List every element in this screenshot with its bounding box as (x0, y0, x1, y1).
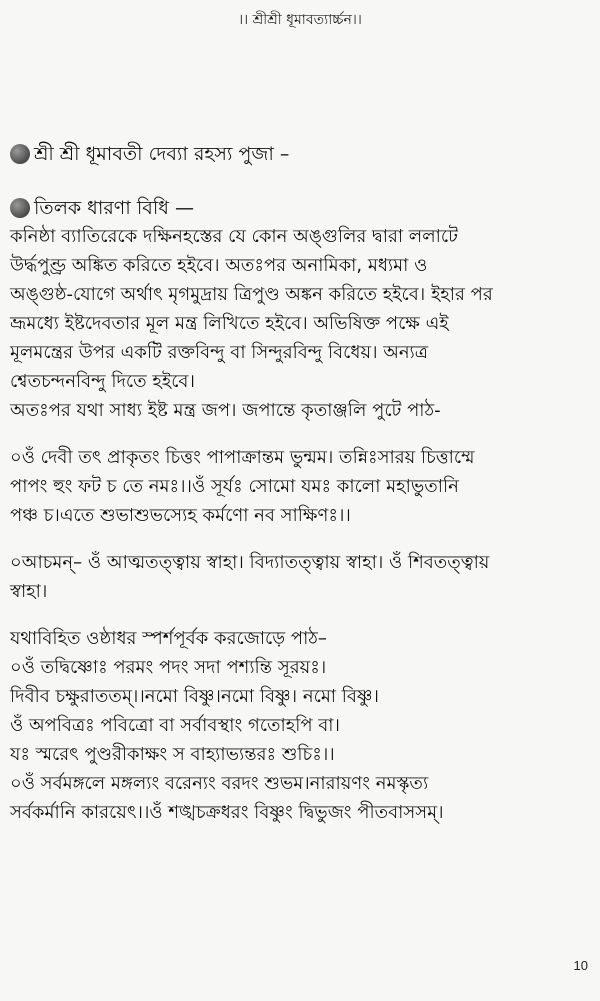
text-line: মূলমন্ত্রের উপর একটি রক্তবিন্দু বা সিন্দুরবিন্দু বিধেয়। অন্যত্র (10, 342, 429, 363)
path-paragraph (10, 624, 590, 827)
tilak-paragraph (10, 222, 590, 425)
section-heading-tilak-text: তিলক ধারণা বিধি — (34, 197, 194, 219)
text-line: ০ওঁ সর্বমঙ্গলে মঙ্গল্যং বরেন্যং বরদং শুভম।নারায়ণং নমস্কৃত্য (10, 773, 429, 794)
text-line: ০ওঁ দেবী তৎ প্রাকৃতং চিত্তং পাপাক্রান্তম ভুন্মম। তন্নিঃসারয় চিত্তাম্মে (10, 447, 475, 468)
bullet-circle-icon (10, 144, 30, 164)
text-line: অতঃপর যথা সাধ্য ইষ্ট মন্ত্র জপ। জপান্তে কৃতাঞ্জলি পুটে পাঠ- (10, 400, 441, 421)
text-line: স্বাহা। (10, 581, 48, 602)
section-heading-puja (10, 140, 590, 168)
achaman-paragraph (10, 548, 590, 606)
text-line: কনিষ্ঠা ব্যাতিরেকে দক্ষিনহস্তের যে কোন অঙ্গুলির দ্বারা ললাটে (10, 226, 458, 247)
section-heading-puja-text: শ্রী শ্রী ধূমাবতী দেব্যা রহস্য পুজা – (34, 143, 290, 165)
text-line: যথাবিহিত ওষ্ঠাধর স্পর্শপূর্বক করজোড়ে পাঠ– (10, 628, 327, 649)
text-line: অঙ্গুষ্ঠ-যোগে অর্থাৎ মৃগমুদ্রায় ত্রিপুণ্ড অঙ্কন করিতে হইবে। ইহার পর (10, 284, 493, 305)
text-line: ভ্রূমধ্যে ইষ্টদেবতার মূল মন্ত্র লিখিতে হইবে। অভিষিক্ত পক্ষে এই (10, 313, 449, 334)
section-heading-tilak (10, 194, 590, 222)
text-line: সর্বকর্মানি কারয়েৎ।।ওঁ শঙ্খচক্রধরং বিষ্ণুং দ্বিভুজং পীতবাসসম্। (10, 802, 444, 823)
bullet-circle-icon (10, 198, 30, 218)
text-line: যঃ স্মরেৎ পুণ্ডরীকাক্ষং স বাহ্যাভ্যন্তরঃ শুচিঃ।। (10, 744, 335, 765)
text-line: ০ওঁ তদ্বিষ্ণোঃ পরমং পদং সদা পশ্যন্তি সূরয়ঃ। (10, 657, 327, 678)
page-number: 10 (573, 958, 588, 973)
running-header: ।। শ্রীশ্রী ধূমাবত্যার্চ্চন।। (238, 12, 362, 28)
text-line: ওঁ অপবিত্রঃ পবিত্রো বা সর্বাবস্থাং গতোহপি বা। (10, 715, 340, 736)
text-line: দিবীব চক্ষুরাততম্।।নমো বিষ্ণু।নমো বিষ্ণু। নমো বিষ্ণু। (10, 686, 379, 707)
text-line: শ্বেতচন্দনবিন্দু দিতে হইবে। (10, 371, 195, 392)
mantra-paragraph (10, 443, 590, 530)
text-line: পাপং হুং ফট চ তে নমঃ।।ওঁ সূর্যঃ সোমো যমঃ কালো মহাভুতানি (10, 476, 459, 497)
text-line: উর্দ্ধপুণ্ড্র অঙ্কিত করিতে হইবে। অতঃপর অনামিকা, মধ্যমা ও (10, 255, 428, 276)
page-body (10, 140, 590, 827)
text-line: ০আচমন্– ওঁ আত্মতত্ত্বায় স্বাহা। বিদ্যাতত্ত্বায় স্বাহা। ওঁ শিবতত্ত্বায় (10, 552, 490, 573)
text-line: পঞ্চ চ।এতে শুভাশুভস্যেহ কর্মণো নব সাক্ষিণঃ।। (10, 505, 351, 526)
